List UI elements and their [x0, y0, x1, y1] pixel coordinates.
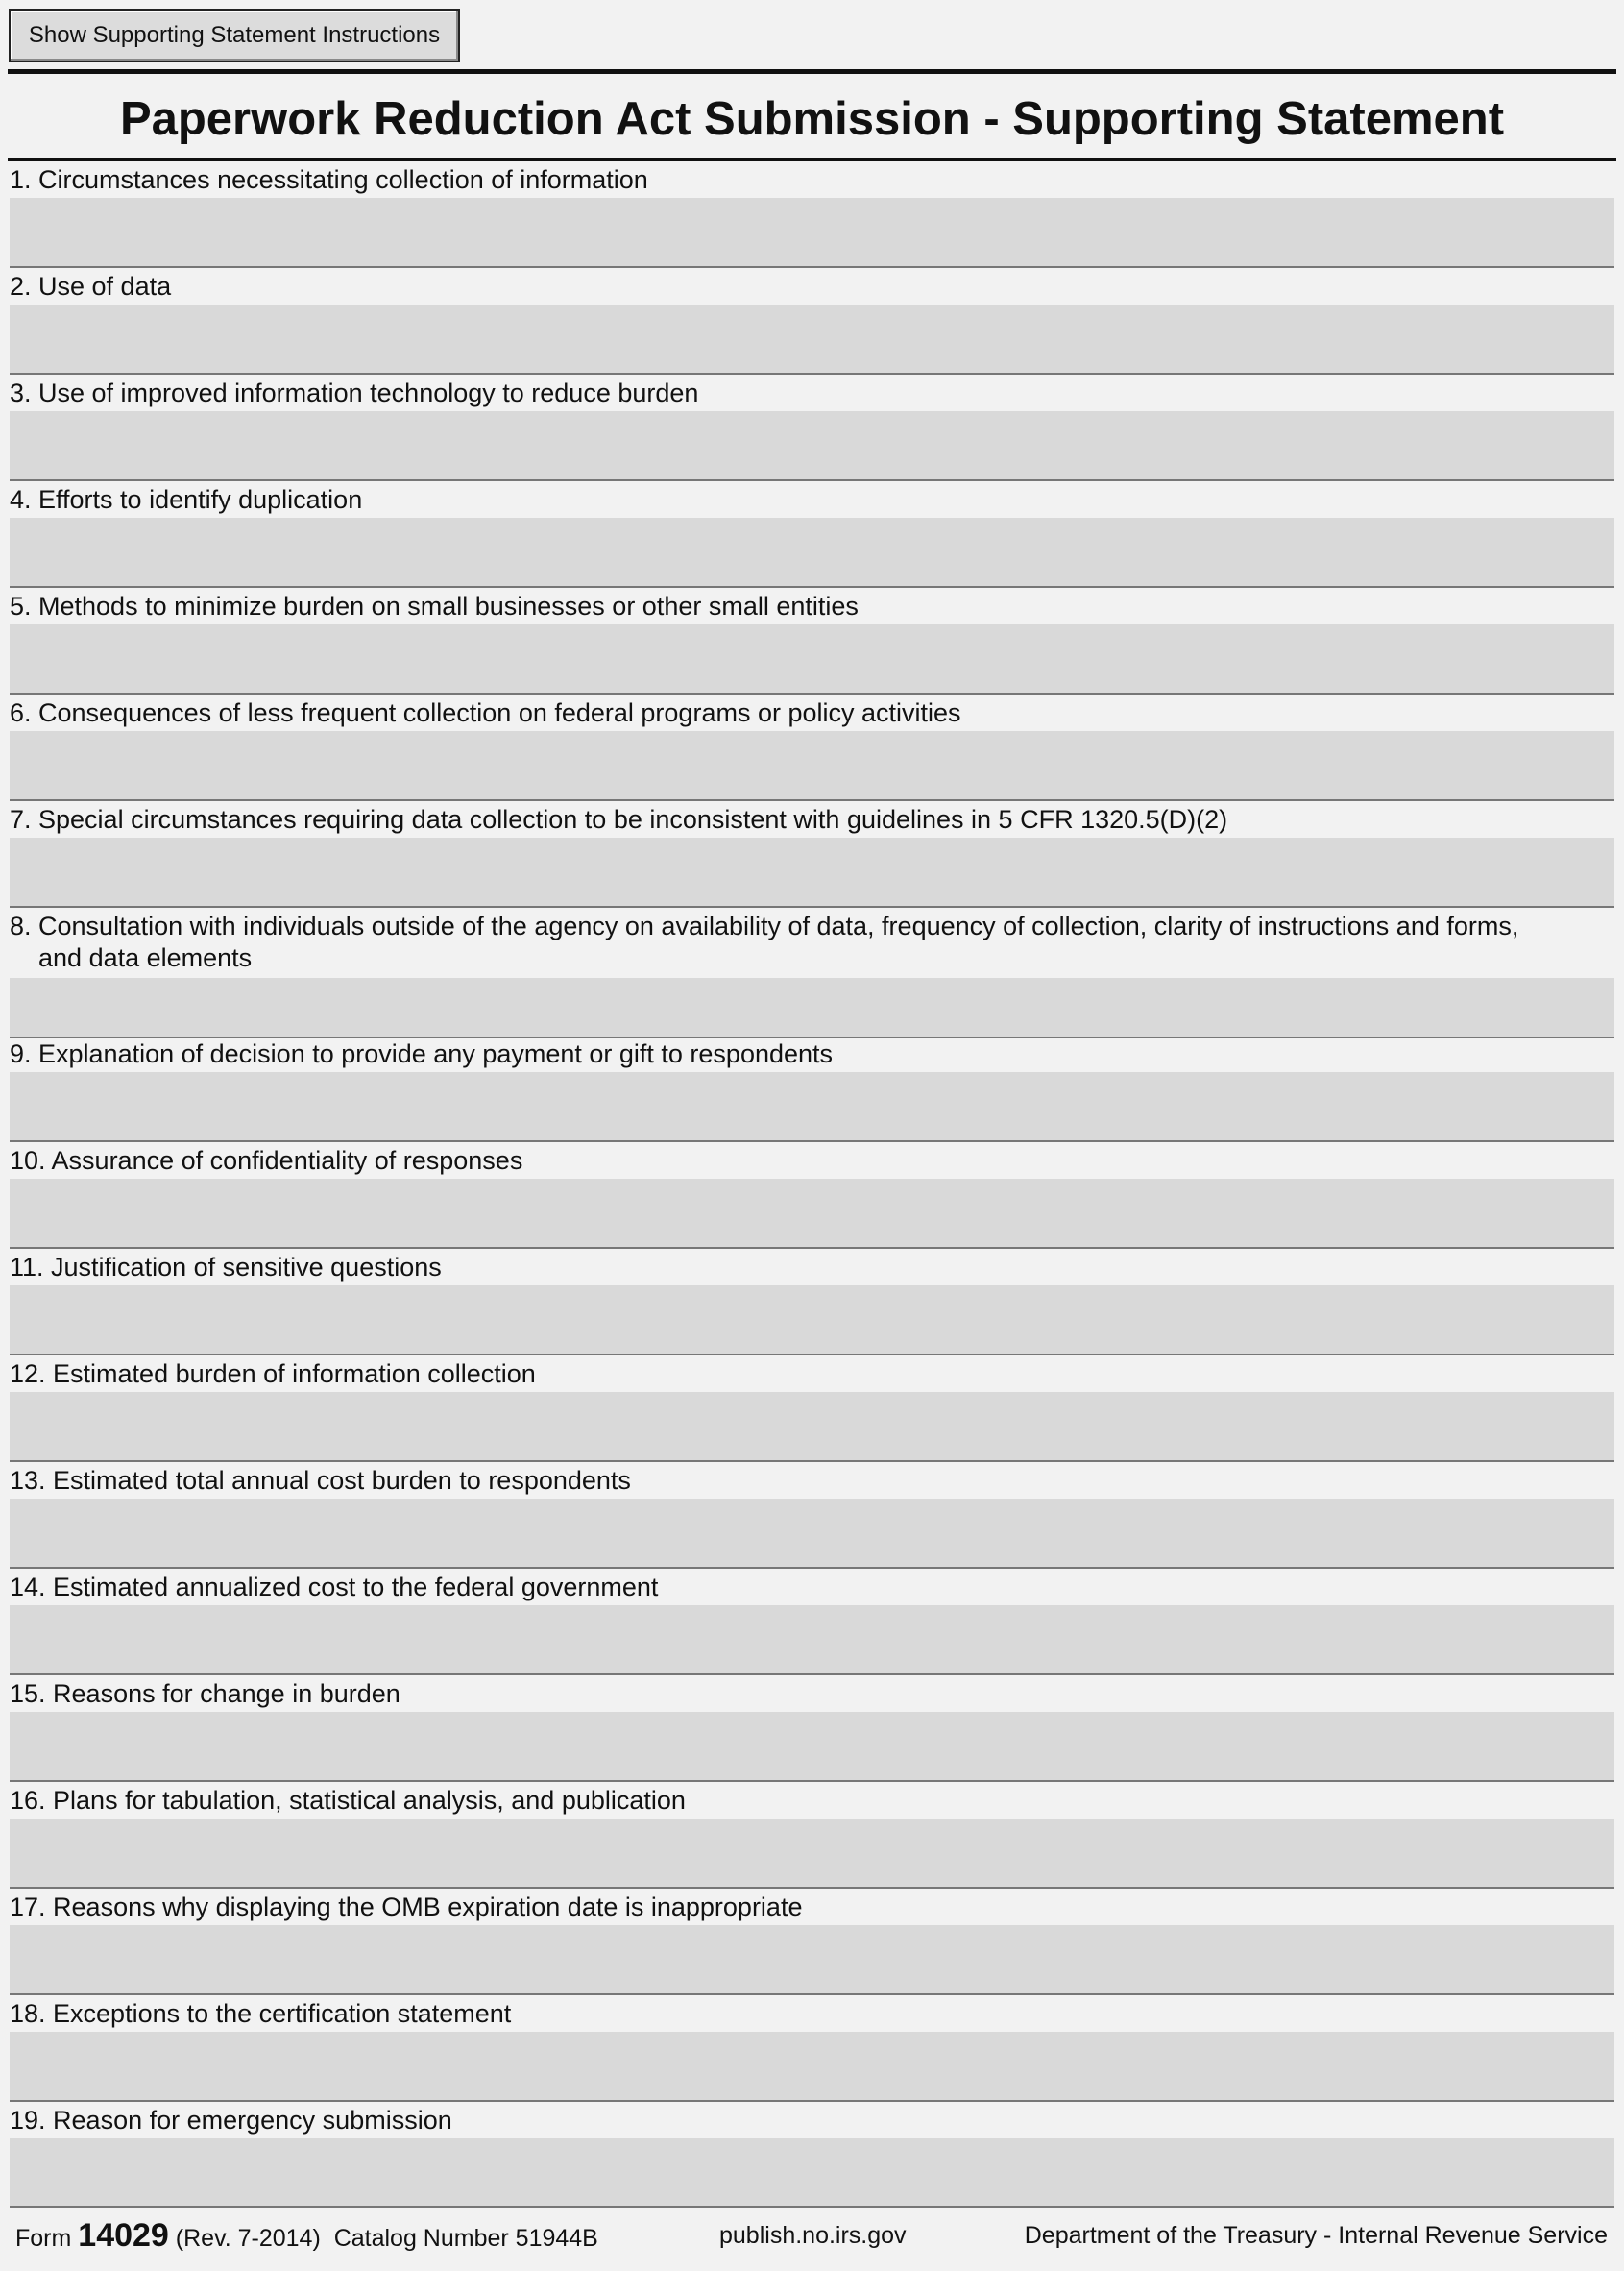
question-label-10: 10. Assurance of confidentiality of responses	[10, 1146, 523, 1175]
question-field-12[interactable]	[10, 1392, 1614, 1462]
question-field-13[interactable]	[10, 1499, 1614, 1569]
form-identifier	[15, 2211, 598, 2259]
form-prefix: Form	[15, 2225, 72, 2252]
title-divider	[8, 158, 1616, 161]
question-field-19[interactable]	[10, 2138, 1614, 2208]
question-field-5[interactable]	[10, 624, 1614, 695]
show-instructions-button[interactable]: Show Supporting Statement Instructions	[9, 9, 460, 62]
question-field-2[interactable]	[10, 305, 1614, 375]
question-field-7[interactable]	[10, 838, 1614, 908]
question-label-2: 2. Use of data	[10, 272, 172, 301]
department-name: Department of the Treasury - Internal Revenue Service	[1024, 2222, 1608, 2249]
question-label-11: 11. Justification of sensitive questions	[10, 1253, 442, 1282]
question-label-9: 9. Explanation of decision to provide any payment or gift to respondents	[10, 1039, 834, 1068]
question-label-1: 1. Circumstances necessitating collection of information	[10, 165, 648, 194]
question-field-1[interactable]	[10, 198, 1614, 268]
publish-site: publish.no.irs.gov	[719, 2222, 907, 2249]
question-field-4[interactable]	[10, 518, 1614, 588]
question-label-15: 15. Reasons for change in burden	[10, 1679, 400, 1708]
question-field-15[interactable]	[10, 1712, 1614, 1782]
question-label-4: 4. Efforts to identify duplication	[10, 485, 363, 514]
question-label-5: 5. Methods to minimize burden on small businesses or other small entities	[10, 592, 859, 621]
question-label-12: 12. Estimated burden of information collection	[10, 1359, 536, 1388]
top-divider	[8, 69, 1616, 74]
question-label-6: 6. Consequences of less frequent collection on federal programs or policy activities	[10, 698, 961, 727]
question-field-16[interactable]	[10, 1819, 1614, 1889]
question-field-3[interactable]	[10, 411, 1614, 481]
question-label-8: 8. Consultation with individuals outside of the agency on availability of data, frequency of collection, clarity of instructions and forms, and data elements	[10, 912, 1519, 972]
question-label-13: 13. Estimated total annual cost burden to respondents	[10, 1466, 631, 1495]
question-field-11[interactable]	[10, 1285, 1614, 1355]
form-footer	[0, 2211, 1624, 2259]
question-field-9[interactable]	[10, 1072, 1614, 1142]
question-field-17[interactable]	[10, 1925, 1614, 1995]
question-label-14: 14. Estimated annualized cost to the federal government	[10, 1573, 659, 1601]
question-label-7: 7. Special circumstances requiring data collection to be inconsistent with guidelines in 5 CFR 1320.5(D)(2)	[10, 805, 1228, 834]
form-number: 14029	[78, 2217, 169, 2254]
question-label-17: 17. Reasons why displaying the OMB expiration date is inappropriate	[10, 1892, 803, 1921]
question-field-14[interactable]	[10, 1605, 1614, 1675]
question-field-10[interactable]	[10, 1179, 1614, 1249]
question-label-19: 19. Reason for emergency submission	[10, 2106, 452, 2135]
question-field-6[interactable]	[10, 731, 1614, 801]
catalog-number: Catalog Number 51944B	[333, 2225, 598, 2252]
question-label-3: 3. Use of improved information technology to reduce burden	[10, 378, 699, 407]
question-field-8[interactable]	[10, 978, 1614, 1038]
form-revision: (Rev. 7-2014)	[175, 2225, 321, 2252]
question-field-18[interactable]	[10, 2032, 1614, 2102]
question-label-18: 18. Exceptions to the certification statement	[10, 1999, 512, 2028]
question-label-16: 16. Plans for tabulation, statistical analysis, and publication	[10, 1786, 686, 1815]
page-title: Paperwork Reduction Act Submission - Supporting Statement	[119, 93, 1505, 145]
